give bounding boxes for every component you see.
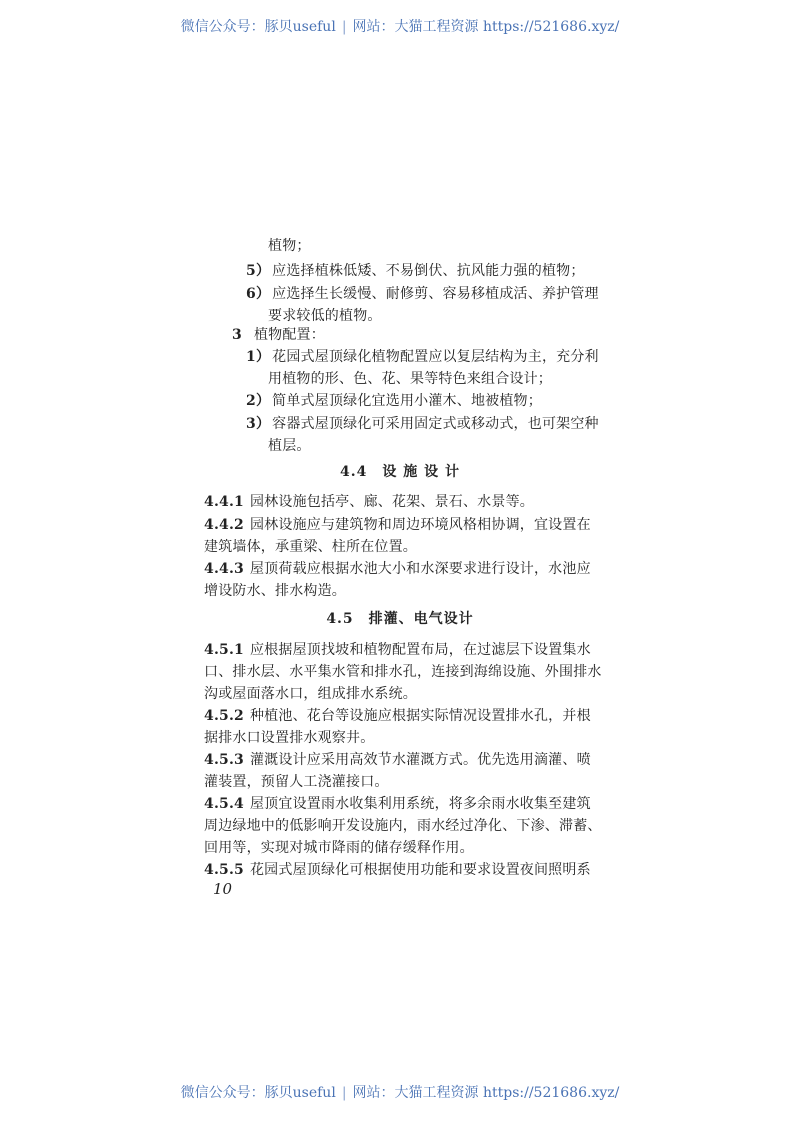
list-item-text-cont: 植层。: [268, 438, 311, 454]
wechat-label: 微信公众号：豚贝useful: [180, 19, 336, 35]
clause-number: 4.4.2: [204, 517, 244, 533]
clause-text: 应根据屋顶找坡和植物配置布局，在过滤层下设置集水: [249, 642, 591, 658]
list-item-6: [246, 284, 599, 304]
clause-number: 4.5.2: [204, 708, 244, 724]
clause-text: 园林设施包括亭、廊、花架、景石、水景等。: [249, 494, 534, 510]
list-item-2: [246, 391, 542, 411]
list-item-5: [246, 261, 585, 281]
banner-separator: |: [341, 1085, 347, 1101]
website-label: 网站：大猫工程资源 https://521686.xyz/: [352, 19, 620, 35]
clause-number: 3: [232, 327, 242, 343]
list-item-text: 应选择生长缓慢、耐修剪、容易移植成活、养护管理: [272, 286, 599, 302]
clause-text-cont: 沟或屋面落水口，组成排水系统。: [204, 686, 417, 702]
wechat-label: 微信公众号：豚贝useful: [180, 1085, 336, 1101]
clause-number: 4.5.5: [204, 862, 244, 878]
clause-text: 屋顶宜设置雨水收集利用系统，将多余雨水收集至建筑: [249, 796, 591, 812]
list-item-number: 2）: [246, 393, 271, 409]
clause-text: 种植池、花台等设施应根据实际情况设置排水孔，并根: [249, 708, 591, 724]
section-heading-4-5: 4.5 排灌、电气设计: [326, 611, 474, 627]
clause-text-cont: 建筑墙体，承重梁、柱所在位置。: [204, 539, 417, 555]
clause-number: 4.5.3: [204, 752, 244, 768]
clause-text-cont: 据排水口设置排水观察井。: [204, 730, 375, 746]
clause-4-4-3: [204, 559, 591, 579]
list-item-number: 3）: [246, 416, 271, 432]
list-item-number: 1）: [246, 349, 271, 365]
list-item-number: 5）: [246, 263, 271, 279]
clause-number: 4.5.1: [204, 642, 244, 658]
list-item-text: 花园式屋顶绿化植物配置应以复层结构为主，充分利: [272, 349, 599, 365]
clause-number: 4.4.3: [204, 561, 244, 577]
footer-watermark: [0, 1082, 800, 1102]
clause-text-cont: 增设防水、排水构造。: [204, 583, 346, 599]
clause-4-4-2: [204, 515, 591, 535]
section-heading-4-4: 4.4 设 施 设 计: [340, 464, 460, 480]
clause-4-4-1: [204, 492, 534, 512]
list-item-text: 容器式屋顶绿化可采用固定式或移动式，也可架空种: [272, 416, 599, 432]
list-item-1: [246, 347, 599, 367]
clause-text-cont: 周边绿地中的低影响开发设施内，雨水经过净化、下渗、滞蓄、: [204, 818, 602, 834]
list-item-text-cont: 用植物的形、色、花、果等特色来组合设计；: [268, 371, 552, 387]
clause-text: 灌溉设计应采用高效节水灌溉方式。优先选用滴灌、喷: [249, 752, 591, 768]
clause-text: 园林设施应与建筑物和周边环境风格相协调，宜设置在: [249, 517, 591, 533]
clause-title: 植物配置：: [253, 327, 325, 343]
banner-separator: |: [341, 19, 347, 35]
clause-4-5-3: [204, 750, 591, 770]
clause-text-cont: 灌装置，预留人工浇灌接口。: [204, 774, 389, 790]
list-item-text-cont: 要求较低的植物。: [268, 308, 382, 324]
clause-4-5-2: [204, 706, 591, 726]
clause-4-5-5: [204, 860, 591, 880]
page-number: 10: [213, 880, 233, 898]
list-continuation: 植物；: [268, 238, 311, 254]
clause-number: 4.4.1: [204, 494, 244, 510]
clause-text: 屋顶荷载应根据水池大小和水深要求进行设计，水池应: [249, 561, 591, 577]
list-item-text: 简单式屋顶绿化宜选用小灌木、地被植物；: [272, 393, 542, 409]
list-item-number: 6）: [246, 286, 271, 302]
clause-3-heading: [232, 325, 325, 345]
clause-text-cont: 口、排水层、水平集水管和排水孔，连接到海绵设施、外围排水: [204, 664, 602, 680]
clause-4-5-4: [204, 794, 591, 814]
clause-text-cont: 回用等，实现对城市降雨的储存缓释作用。: [204, 840, 474, 856]
website-label: 网站：大猫工程资源 https://521686.xyz/: [352, 1085, 620, 1101]
list-item-3: [246, 414, 599, 434]
clause-number: 4.5.4: [204, 796, 244, 812]
clause-text: 花园式屋顶绿化可根据使用功能和要求设置夜间照明系: [249, 862, 591, 878]
clause-4-5-1: [204, 640, 591, 660]
list-item-text: 应选择植株低矮、不易倒伏、抗风能力强的植物；: [272, 263, 585, 279]
